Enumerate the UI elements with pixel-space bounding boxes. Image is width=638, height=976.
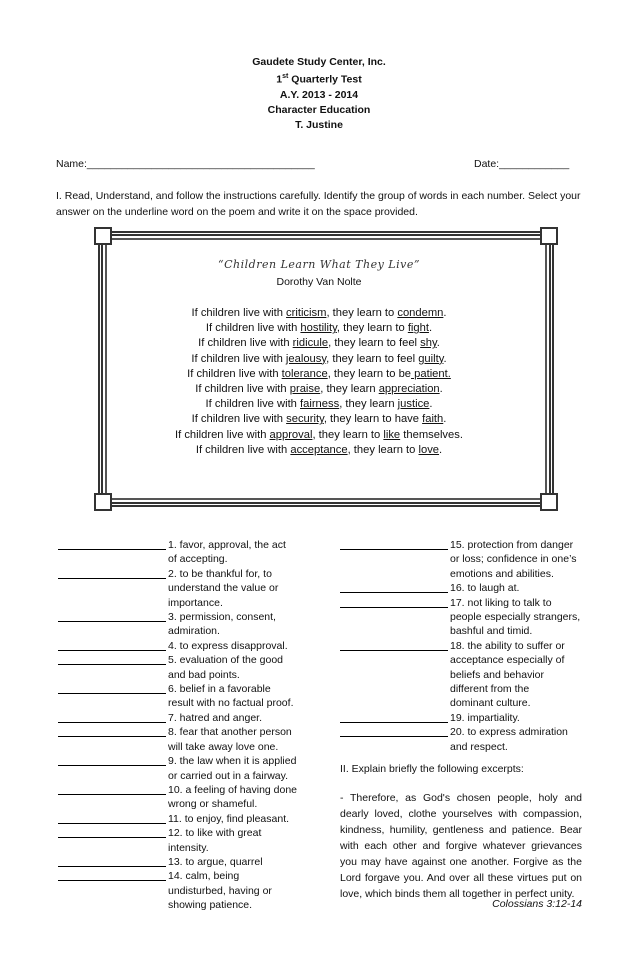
item-text: undisturbed, having or (168, 884, 272, 897)
matching-item (340, 725, 590, 754)
item-text: 16. to laugh at. (450, 582, 520, 595)
item-text: 1. favor, approval, the act (168, 539, 286, 551)
answer-blank[interactable] (58, 855, 166, 867)
matching-item (58, 855, 308, 869)
item-text: 14. calm, being (168, 870, 240, 883)
poem-keyword: appreciation (378, 383, 440, 396)
answer-blank[interactable] (58, 754, 166, 766)
item-text: 12. to like with great (168, 827, 262, 840)
item-text: intensity. (168, 841, 209, 854)
answer-blank[interactable] (58, 725, 166, 737)
item-text: and respect. (450, 740, 508, 753)
answer-blank[interactable] (340, 596, 448, 608)
answer-blank[interactable] (58, 711, 166, 723)
test-title-number: 1 (276, 73, 283, 86)
item-text: 17. not liking to talk to (450, 596, 552, 609)
poem-text: If children live with (191, 352, 286, 365)
matching-item (58, 783, 308, 812)
excerpt-citation: Colossians 3:12-14 (492, 898, 582, 910)
poem-text: If children live with (205, 398, 301, 411)
matching-item (58, 826, 308, 855)
item-text: and bad points. (168, 668, 240, 681)
poem-text: , they learn to (312, 428, 384, 441)
matching-item (340, 596, 590, 639)
frame-corner-ornament (540, 227, 558, 245)
school-name: Gaudete Study Center, Inc. (252, 56, 386, 68)
item-text: emotions and abilities. (450, 567, 554, 580)
poem-keyword: like (383, 428, 401, 441)
item-text: beliefs and behavior (450, 668, 544, 681)
poem-text: If children live with (175, 428, 270, 441)
poem-text: If children live with (198, 337, 293, 350)
answer-blank[interactable] (340, 639, 448, 651)
item-text: or loss; confidence in one’s (450, 553, 577, 566)
poem-text: If children live with (195, 383, 290, 396)
item-text: 18. the ability to suffer or (450, 639, 565, 652)
poem-text: . (443, 307, 447, 319)
poem-keyword: security (286, 413, 324, 426)
matching-item (340, 538, 590, 581)
item-text: 2. to be thankful for, to (168, 567, 272, 580)
poem-text: . (443, 352, 447, 365)
answer-blank[interactable] (58, 639, 166, 651)
excerpt-text: - Therefore, as God's chosen people, holy and dearly loved, clothe yourselves with compassion, kindness, humility, gentleness and patience. Bear with each other and forgive whatever grievances you may have against one another. Forgive as the Lord forgave you. And over all these virtues put on love, which binds them all together in perfect unity. (340, 792, 582, 900)
item-text: understand the value or (168, 582, 279, 595)
frame-corner-ornament (94, 227, 112, 245)
poem-keyword: patient. (411, 367, 451, 380)
poem-text: . (428, 322, 433, 335)
academic-year: A.Y. 2013 - 2014 (279, 89, 359, 101)
poem-body (0, 306, 638, 458)
item-text: result with no factual proof. (168, 697, 294, 710)
item-text: 15. protection from danger (450, 539, 574, 551)
matching-item (58, 538, 308, 567)
item-text: people especially strangers, (450, 611, 581, 624)
item-text: showing patience. (168, 899, 253, 912)
answer-blank[interactable] (58, 682, 166, 694)
poem-line (0, 382, 638, 397)
items-left-column (58, 538, 308, 913)
item-text: 7. hatred and anger. (168, 711, 262, 724)
matching-item (58, 754, 308, 783)
poem-text: . (443, 413, 447, 426)
matching-item (340, 639, 590, 711)
poem-text: If children live with (187, 367, 282, 380)
test-title-suffix: st (282, 73, 289, 80)
poem-keyword: praise (289, 383, 321, 396)
matching-item (58, 711, 308, 725)
poem-line (0, 397, 638, 412)
poem-text: themselves. (400, 428, 463, 441)
instructions: I. Read, Understand, and follow the instructions carefully. Identify the group of words in each number. Select your answer on the underline word on the poem and write it on the space provided. (56, 190, 581, 218)
item-text: of accepting. (168, 553, 228, 566)
item-text: wrong or shameful. (168, 798, 258, 811)
name-field[interactable]: Name:_______________________________________ (56, 158, 315, 170)
item-text: 6. belief in a favorable (168, 683, 271, 696)
item-text: 20. to express admiration (450, 726, 568, 739)
item-text: 10. a feeling of having done (168, 783, 298, 796)
answer-blank[interactable] (58, 783, 166, 795)
test-title (0, 70, 638, 87)
poem-keyword: shy (420, 337, 437, 350)
items-right-column (340, 538, 590, 754)
item-text: acceptance especially of (450, 654, 565, 667)
poem-keyword: ridicule (292, 337, 329, 350)
poem-line (0, 412, 638, 427)
poem-keyword: justice (397, 398, 430, 411)
answer-blank[interactable] (340, 711, 448, 723)
poem-text: , they learn to (326, 307, 398, 319)
poem-text: If children live with (191, 413, 287, 426)
matching-item (58, 639, 308, 653)
answer-blank[interactable] (58, 567, 166, 579)
matching-item (58, 682, 308, 711)
poem-keyword: hostility (300, 322, 337, 335)
item-text: dominant culture. (450, 697, 531, 710)
test-title-rest: Quarterly Test (288, 73, 362, 86)
poem-line (0, 352, 638, 367)
poem-text: , they learn to be (327, 367, 412, 380)
poem-text: , they learn (320, 383, 379, 396)
answer-blank[interactable] (58, 812, 166, 824)
answer-blank[interactable] (58, 653, 166, 665)
frame-corner-ornament (540, 493, 558, 511)
item-text: 11. to enjoy, find pleasant. (168, 812, 290, 825)
section-two-heading: II. Explain briefly the following excerpts: (340, 763, 524, 775)
poem-keyword: approval (269, 428, 313, 441)
poem-text: , they learn to have (323, 413, 423, 426)
poem-keyword: love (418, 443, 440, 456)
item-text: 13. to argue, quarrel (168, 855, 263, 868)
frame-corner-ornament (94, 493, 112, 511)
teacher-name: T. Justine (295, 119, 343, 131)
poem-text: . (439, 383, 443, 396)
poem-line (0, 443, 638, 458)
poem-title: “Children Learn What They Live” (218, 258, 420, 271)
poem-keyword: acceptance (290, 443, 348, 456)
poem-text: If children live with (205, 322, 301, 335)
answer-blank[interactable] (58, 538, 166, 550)
matching-item (58, 869, 308, 912)
item-text: 4. to express disapproval. (168, 639, 288, 652)
item-text: 8. fear that another person (168, 726, 292, 739)
answer-blank[interactable] (340, 581, 448, 593)
poem-text: , they learn to (347, 443, 419, 456)
matching-item (58, 725, 308, 754)
item-text: will take away love one. (168, 740, 279, 753)
poem-text: If children live with (191, 307, 287, 319)
poem-keyword: fairness (300, 398, 340, 411)
answer-blank[interactable] (58, 869, 166, 881)
matching-item (58, 812, 308, 826)
item-text: importance. (168, 596, 223, 609)
poem-keyword: jealousy (285, 352, 327, 365)
poem-keyword: tolerance (281, 367, 328, 380)
matching-item (340, 711, 590, 725)
answer-blank[interactable] (340, 725, 448, 737)
poem-text: . (436, 337, 440, 350)
poem-line (0, 428, 638, 443)
answer-blank[interactable] (58, 610, 166, 622)
item-text: 3. permission, consent, (168, 611, 276, 624)
poem-line (0, 367, 638, 382)
poem-text: . (439, 443, 443, 456)
poem-keyword: criticism (286, 307, 327, 319)
item-text: bashful and timid. (450, 625, 533, 638)
item-text: 9. the law when it is applied (168, 755, 297, 768)
poem-keyword: fight (407, 322, 429, 335)
item-text: 19. impartiality. (450, 711, 520, 724)
subject-title: Character Education (267, 104, 371, 116)
poem-text: , they learn (339, 398, 398, 411)
date-field[interactable]: Date:____________ (474, 158, 570, 170)
item-text: or carried out in a fairway. (168, 769, 289, 782)
poem-text: , they learn to (336, 322, 408, 335)
matching-item (58, 610, 308, 639)
answer-blank[interactable] (340, 538, 448, 550)
poem-line (0, 306, 638, 321)
poem-keyword: condemn (397, 307, 444, 319)
poem-text: , they learn to feel (328, 337, 421, 350)
item-text: admiration. (168, 625, 220, 638)
poem-line (0, 336, 638, 351)
poem-text: . (429, 398, 433, 411)
item-text: different from the (450, 683, 530, 696)
matching-item (58, 567, 308, 610)
poem-line (0, 321, 638, 336)
matching-item (58, 653, 308, 682)
poem-keyword: guilty (418, 352, 444, 365)
poem-text: , they learn to feel (326, 352, 419, 365)
poem-keyword: faith (422, 413, 444, 426)
poem-author: Dorothy Van Nolte (276, 276, 362, 288)
matching-item (340, 581, 590, 595)
item-text: 5. evaluation of the good (168, 654, 284, 667)
answer-blank[interactable] (58, 826, 166, 838)
poem-text: If children live with (195, 443, 291, 456)
